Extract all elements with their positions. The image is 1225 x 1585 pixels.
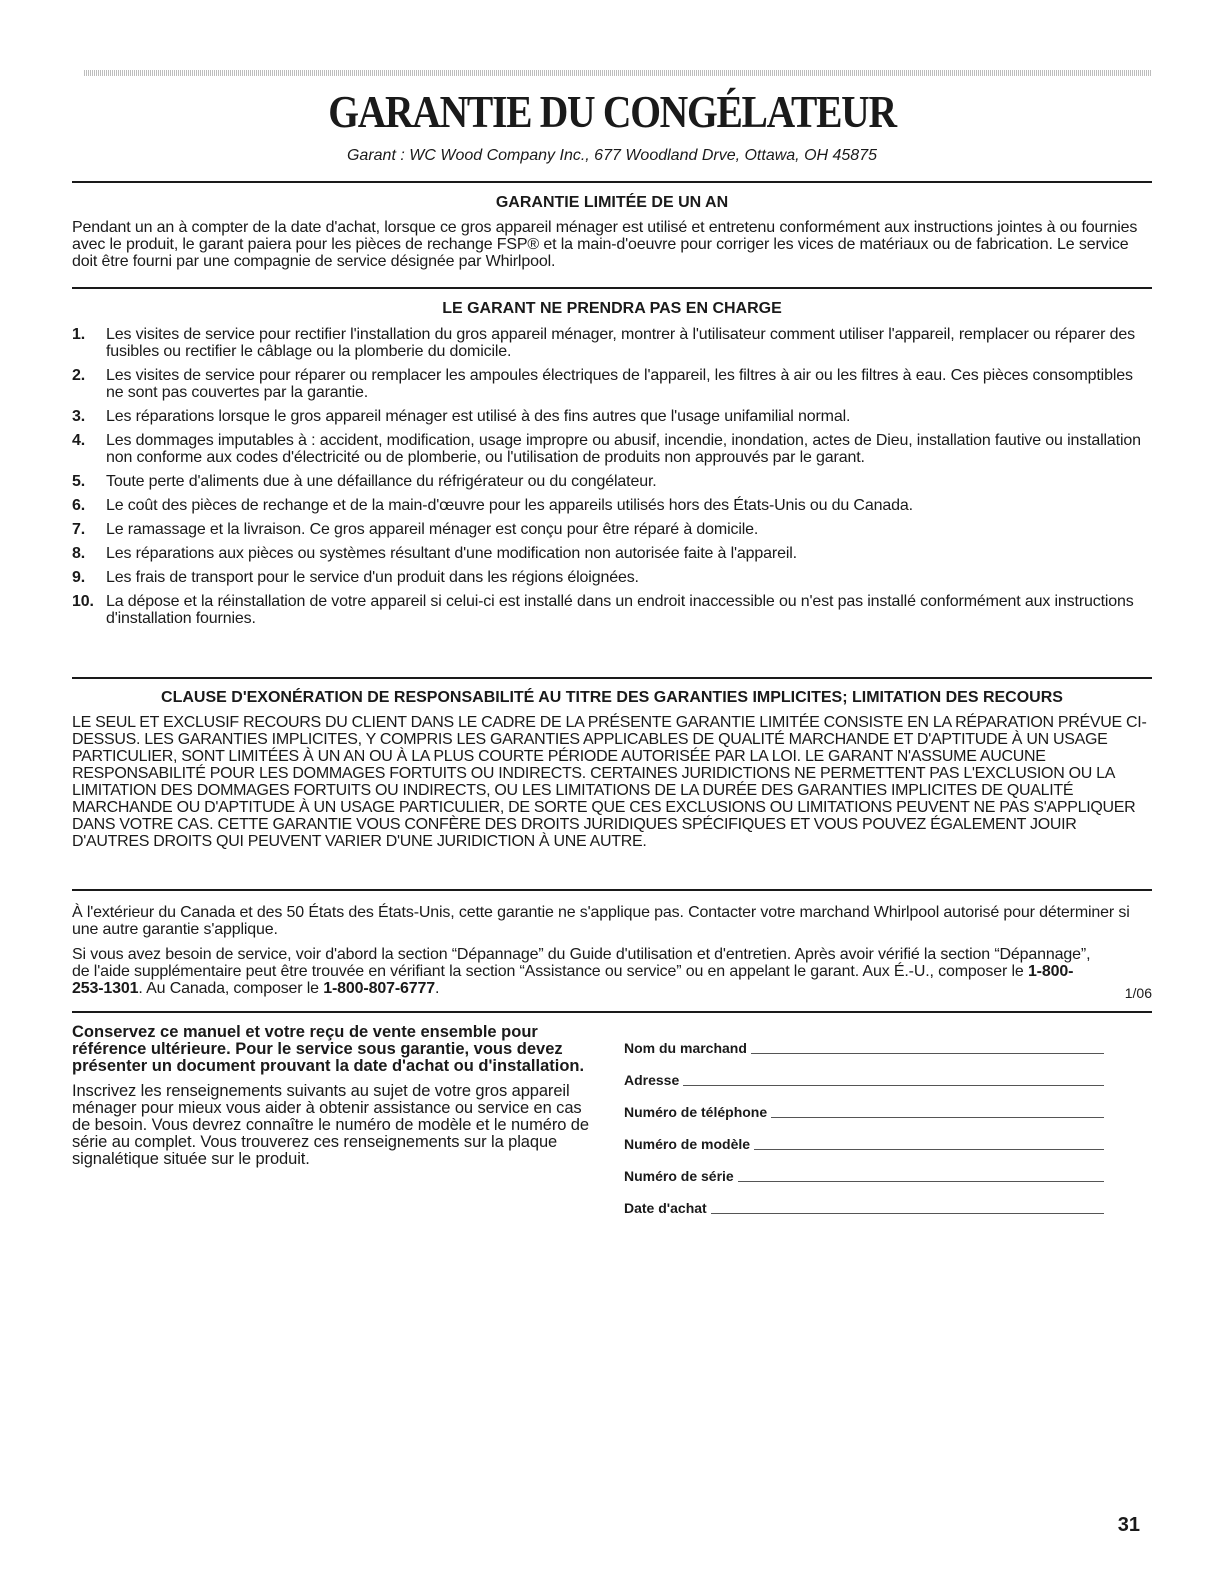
section-divider [72, 889, 1152, 891]
date-code: 1/06 [1124, 985, 1152, 1001]
guarantor-line: Garant : WC Wood Company Inc., 677 Woodland Drve, Ottawa, OH 45875 [346, 147, 877, 164]
us-phone-number: 1-800-253-1301 [72, 963, 1074, 997]
section-divider [72, 1011, 1152, 1013]
list-item: 9. Les frais de transport pour le service d'un produit dans les régions éloignées. [72, 569, 639, 586]
page-title: GARANTIE DU CONGÉLATEUR [328, 86, 896, 137]
limited-warranty-heading: GARANTIE LIMITÉE DE UN AN [495, 194, 729, 211]
owner-record-form [624, 1024, 1104, 1216]
phone-number-field[interactable]: Numéro de téléphone [624, 1088, 1104, 1120]
service-notice: Si vous avez besoin de service, voir d'abord la section “Dépannage” du Guide d'utilisation et d'entretien. Après avoir vérifié la section “Dépannage”, de l'aide supplémentaire peut être trouvée en vérifiant la section “Assistance ou service” ou en appelant le garant. Aux É.-U., composer le 1-800-253-1301. Au Canada, composer le 1-800-807-6777. [72, 946, 1091, 997]
model-number-field[interactable]: Numéro de modèle [624, 1120, 1104, 1152]
outside-coverage-notice: À l'extérieur du Canada et des 50 États des États-Unis, cette garantie ne s'applique pas. Contacter votre marchand Whirlpool autorisé pour déterminer si une autre garantie s'applique. [72, 904, 1130, 938]
exclusions-list [72, 326, 1152, 634]
list-item: 10. La dépose et la réinstallation de votre appareil si celui-ci est installé dans un endroit inaccessible ou n'est pas installé conformément aux instructions d'installation fournies. [72, 593, 1134, 627]
section-divider [72, 677, 1152, 679]
list-item: 2. Les visites de service pour réparer ou remplacer les ampoules électriques de l'appareil, les filtres à air ou les filtres à eau. Ces pièces consomptibles ne sont pas couvertes par la garantie. [72, 367, 1133, 401]
serial-number-field[interactable]: Numéro de série [624, 1152, 1104, 1184]
record-info-column [72, 1024, 592, 1168]
page-number: 31 [1117, 1514, 1140, 1536]
exclusions-heading: LE GARANT NE PRENDRA PAS EN CHARGE [442, 300, 782, 317]
list-item: 7. Le ramassage et la livraison. Ce gros appareil ménager est conçu pour être réparé à domicile. [72, 521, 759, 538]
section-divider [72, 181, 1152, 183]
list-item: 1. Les visites de service pour rectifier l'installation du gros appareil ménager, montrer à l'utilisateur comment utiliser l'appareil, remplacer ou réparer des fusibles ou rectifier le câblage ou la plomberie du domicile. [72, 326, 1135, 360]
limited-warranty-body: Pendant un an à compter de la date d'achat, lorsque ce gros appareil ménager est utilisé et entretenu conformément aux instructions jointes à ou fournies avec le produit, le garant paiera pour les pièces de rechange FSP® et la main-d'oeuvre pour corriger les vices de matériaux ou de fabrication. Le service doit être fourni par une compagnie de service désignée par Whirlpool. [72, 219, 1138, 270]
list-item: 6. Le coût des pièces de rechange et de la main-d'œuvre pour les appareils utilisés hors des États-Unis ou du Canada. [72, 497, 913, 514]
record-info-notice: Inscrivez les renseignements suivants au sujet de votre gros appareil ménager pour mieux vous aider à obtenir assistance ou service en cas de besoin. Vous devrez connaître le numéro de modèle et le numéro de série au complet. Vous trouverez ces renseignements sur la plaque signalétique située sur le produit. [72, 1082, 589, 1168]
list-item: 3. Les réparations lorsque le gros appareil ménager est utilisé à des fins autres que l'usage unifamilial normal. [72, 408, 851, 425]
address-field[interactable]: Adresse [624, 1056, 1104, 1088]
warranty-page [72, 0, 1152, 1585]
purchase-date-field[interactable]: Date d'achat [624, 1184, 1104, 1216]
dealer-name-field[interactable]: Nom du marchand [624, 1024, 1104, 1056]
keep-manual-notice: Conservez ce manuel et votre reçu de vente ensemble pour référence ultérieure. Pour le service sous garantie, vous devez présenter un document prouvant la date d'achat ou d'installation. [72, 1023, 585, 1075]
list-item: 5. Toute perte d'aliments due à une défaillance du réfrigérateur ou du congélateur. [72, 473, 657, 490]
section-divider [72, 287, 1152, 289]
list-item: 8. Les réparations aux pièces ou systèmes résultant d'une modification non autorisée faite à l'appareil. [72, 545, 797, 562]
disclaimer-heading: CLAUSE D'EXONÉRATION DE RESPONSABILITÉ AU TITRE DES GARANTIES IMPLICITES; LIMITATION DES RECOURS [161, 689, 1063, 706]
list-item: 4. Les dommages imputables à : accident, modification, usage impropre ou abusif, incendie, inondation, actes de Dieu, installation fautive ou installation non conforme aux codes d'électricité ou de plomberie, ou l'utilisation de produits non approuvés par le garant. [72, 432, 1141, 466]
canada-phone-number: 1-800-807-6777 [323, 980, 436, 997]
top-dotted-rule [84, 70, 1152, 76]
disclaimer-body: LE SEUL ET EXCLUSIF RECOURS DU CLIENT DANS LE CADRE DE LA PRÉSENTE GARANTIE LIMITÉE CONSISTE EN LA RÉPARATION PRÉVUE CI-DESSUS. LES GARANTIES IMPLICITES, Y COMPRIS LES GARANTIES APPLICABLES DE QUALITÉ MARCHANDE ET D'APTITUDE À UN USAGE PARTICULIER, SONT LIMITÉES À UN AN OU À LA PLUS COURTE PÉRIODE AUTORISÉE PAR LA LOI. LE GARANT N'ASSUME AUCUNE RESPONSABILITÉ POUR LES DOMMAGES FORTUITS OU INDIRECTS. CERTAINES JURIDICTIONS NE PERMETTENT PAS L'EXCLUSION OU LA LIMITATION DES DOMMAGES FORTUITS OU INDIRECTS, OU LES LIMITATIONS DE LA DURÉE DES GARANTIES IMPLICITES DE QUALITÉ MARCHANDE OU D'APTITUDE À UN USAGE PARTICULIER, DE SORTE QUE CES EXCLUSIONS OU LIMITATIONS PEUVENT NE PAS S'APPLIQUER DANS VOTRE CAS. CETTE GARANTIE VOUS CONFÈRE DES DROITS JURIDIQUES SPÉCIFIQUES ET VOUS POUVEZ ÉGALEMENT JOUIR D'AUTRES DROITS QUI PEUVENT VARIER D'UNE JURIDICTION À UNE AUTRE. [72, 714, 1147, 850]
